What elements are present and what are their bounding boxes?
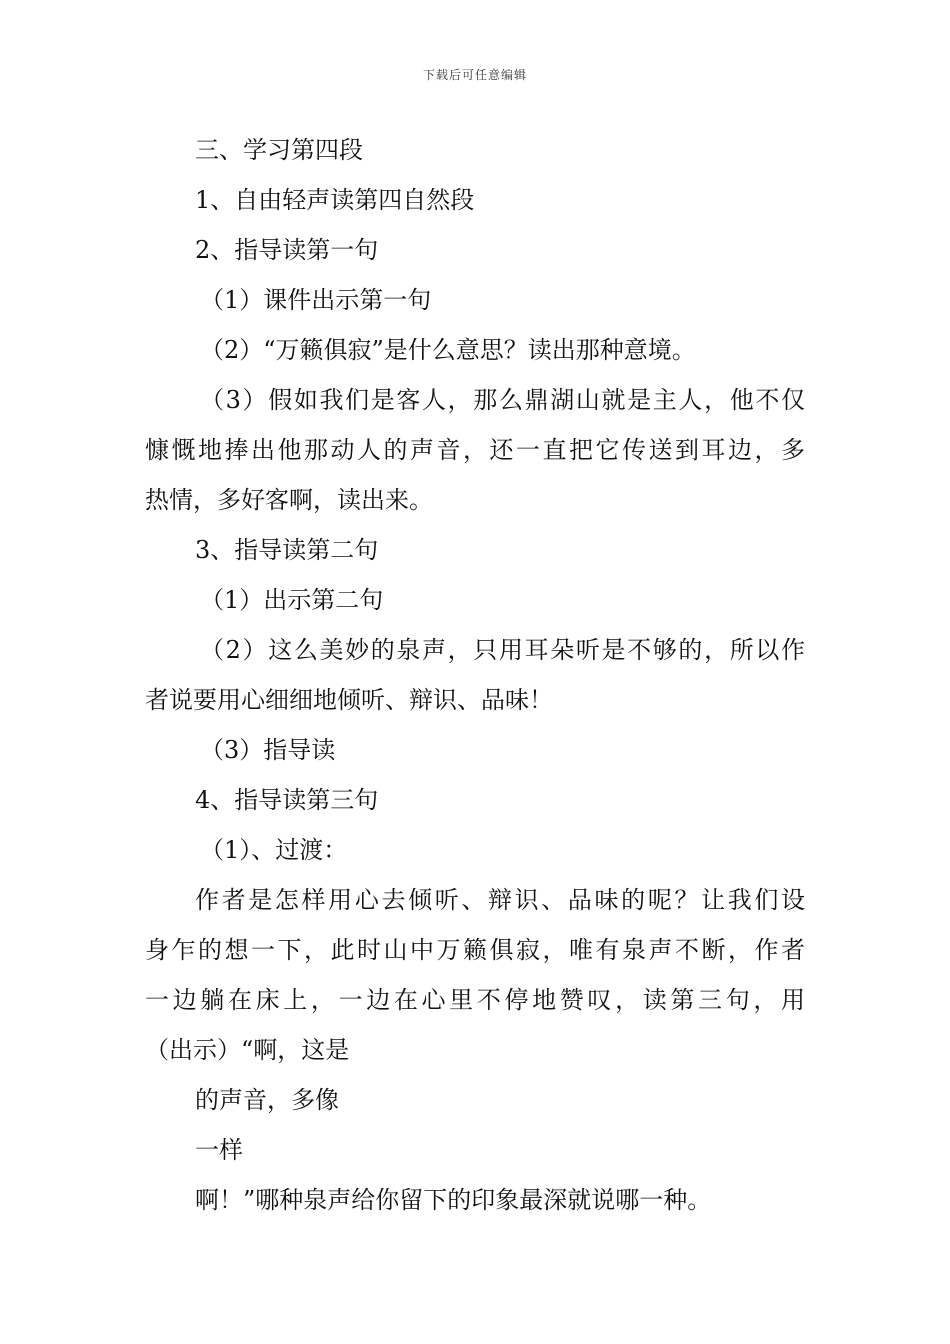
paragraph-line: （2）这么美妙的泉声，只用耳朵听是不够的，所以作 [200,636,805,664]
paragraph-line: 一样 [195,1136,243,1164]
paragraph-line: 4、指导读第三句 [195,786,379,814]
paragraph-line: 慷慨地捧出他那动人的声音，还一直把它传送到耳边，多 [145,436,805,464]
paragraph-line: （1）课件出示第一句 [200,286,432,314]
paragraph-line: 身乍的想一下，此时山中万籁俱寂，唯有泉声不断，作者 [145,936,805,964]
paragraph-line: 1、自由轻声读第四自然段 [195,186,475,214]
paragraph-line: 作者是怎样用心去倾听、辩识、品味的呢？让我们设 [195,886,805,914]
paragraph-line: （3）假如我们是客人，那么鼎湖山就是主人，他不仅 [200,386,805,414]
paragraph-line: （出示）“啊，这是 [145,1036,350,1064]
paragraph-line: （2）“万籁俱寂”是什么意思？读出那种意境。 [200,336,696,364]
paragraph-line: （1）出示第二句 [200,586,384,614]
paragraph-line: 2、指导读第一句 [195,236,379,264]
paragraph-line: 3、指导读第二句 [195,536,379,564]
paragraph-line: （1）、过渡： [200,836,348,864]
section-heading: 三、学习第四段 [195,136,363,164]
page-header: 下载后可任意编辑 [422,68,527,82]
paragraph-line: （3）指导读 [200,736,336,764]
paragraph-line: 啊！”哪种泉声给你留下的印象最深就说哪一种。 [195,1186,712,1214]
paragraph-line: 的声音，多像 [195,1086,339,1114]
paragraph-line: 者说要用心细细地倾听、辩识、品味！ [145,686,553,714]
paragraph-line: 热情，多好客啊，读出来。 [145,486,433,514]
paragraph-line: 一边躺在床上，一边在心里不停地赞叹，读第三句，用 [145,986,805,1014]
